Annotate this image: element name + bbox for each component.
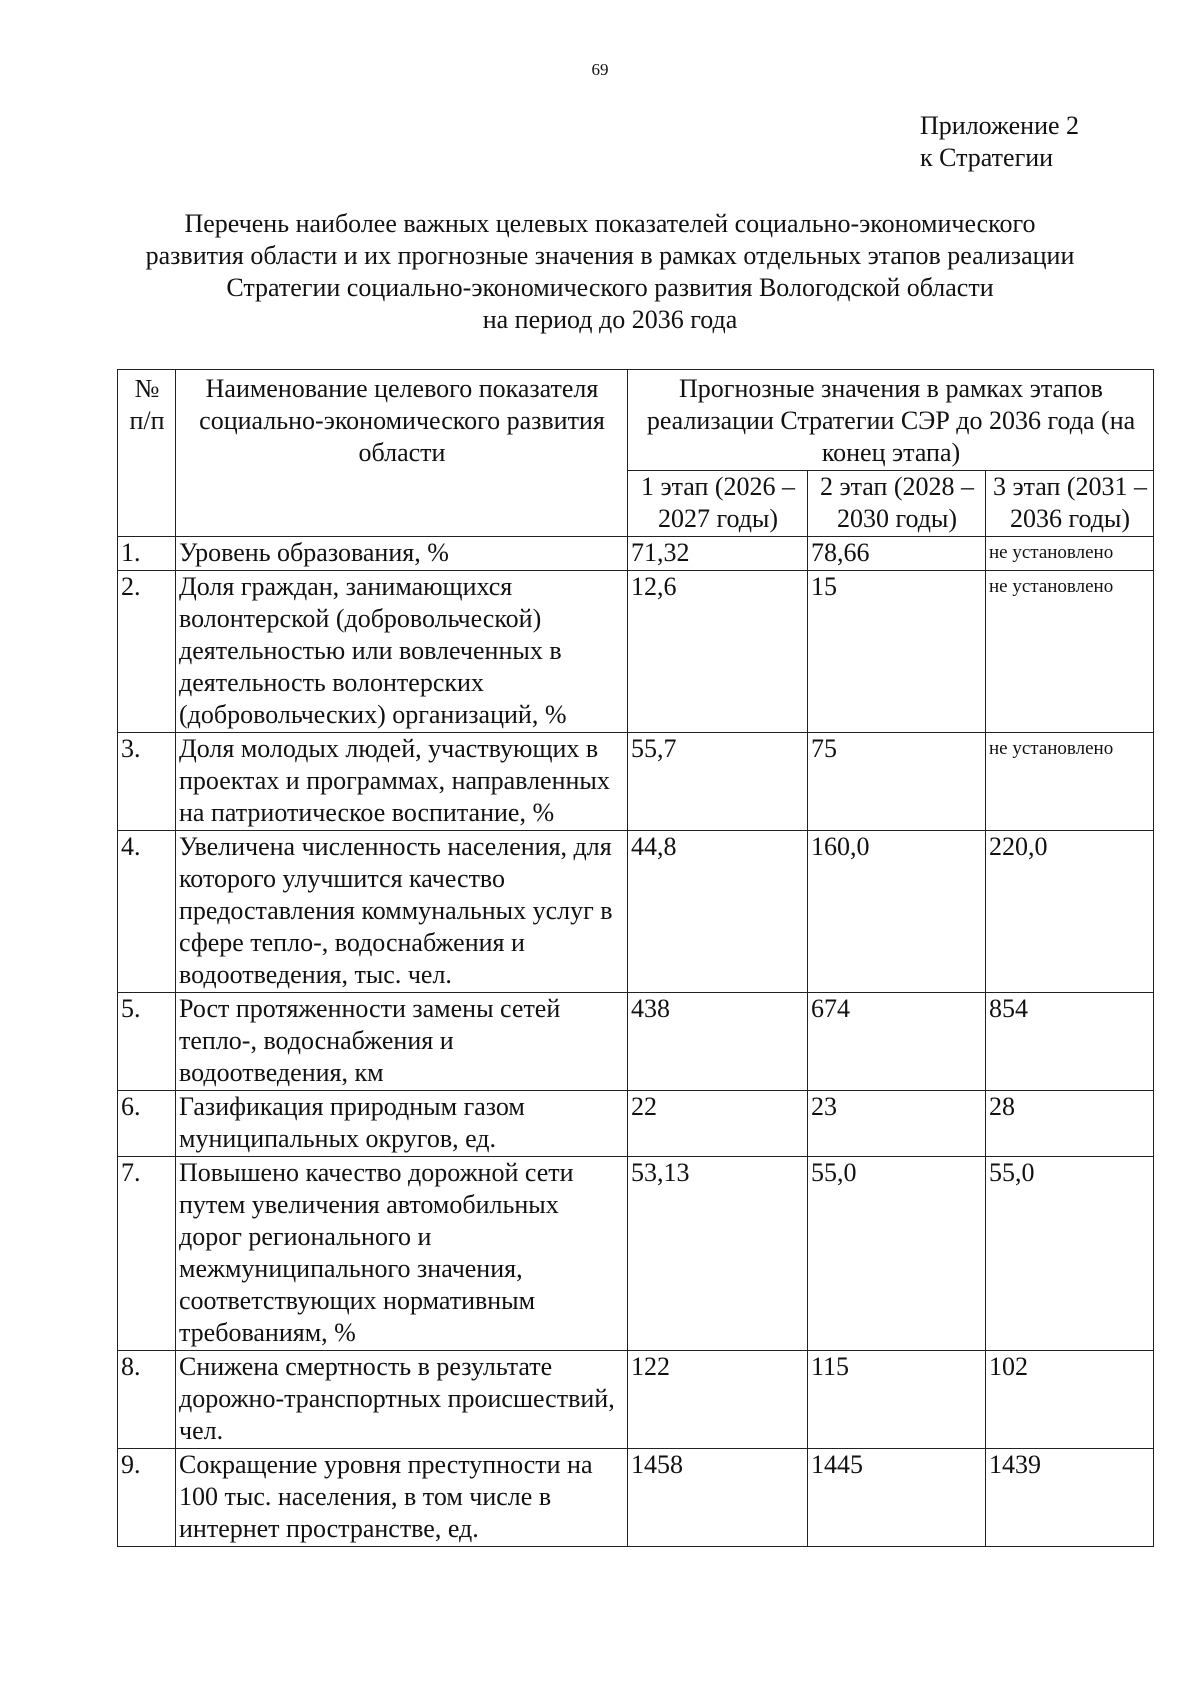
row-name: Доля молодых людей, участвующих в проектах и программах, направленных на патриотическое воспитание, %: [176, 733, 628, 831]
row-num: 7.: [118, 1157, 176, 1351]
appendix-line-2: к Стратегии: [920, 143, 1054, 172]
row-num: 3.: [118, 733, 176, 831]
row-stage-3-value: 28: [986, 1091, 1154, 1157]
row-name: Уровень образования, %: [176, 537, 628, 571]
header-num: № п/п: [118, 370, 176, 537]
appendix-label: [920, 110, 1079, 174]
row-stage-1-value: 122: [628, 1351, 808, 1449]
row-stage-2-value: 115: [808, 1351, 986, 1449]
row-num: 8.: [118, 1351, 176, 1449]
indicators-table: [117, 369, 1154, 1547]
table-row: [118, 1351, 1154, 1449]
row-stage-3-value: 854: [986, 993, 1154, 1091]
row-stage-2-value: 1445: [808, 1449, 986, 1547]
header-name: Наименование целевого показателя социально-экономического развития области: [176, 370, 628, 537]
table-row: [118, 571, 1154, 733]
table-row: [118, 1157, 1154, 1351]
row-stage-3-value: 220,0: [986, 831, 1154, 993]
row-stage-2-value: 75: [808, 733, 986, 831]
row-stage-1-value: 22: [628, 1091, 808, 1157]
row-stage-2-value: 23: [808, 1091, 986, 1157]
table-row: [118, 993, 1154, 1091]
table-row: [118, 1091, 1154, 1157]
row-num: 9.: [118, 1449, 176, 1547]
row-name: Рост протяженности замены сетей тепло-, водоснабжения и водоотведения, км: [176, 993, 628, 1091]
title-line-3: Стратегии социально-экономического развития Вологодской области: [226, 273, 994, 302]
row-stage-3-value: не установлено: [986, 537, 1154, 571]
table-row: [118, 537, 1154, 571]
row-stage-2-value: 15: [808, 571, 986, 733]
row-stage-2-value: 160,0: [808, 831, 986, 993]
row-name: Повышено качество дорожной сети путем увеличения автомобильных дорог регионального и межмуниципального значения, соответствующих нормативным требованиям, %: [176, 1157, 628, 1351]
row-stage-1-value: 438: [628, 993, 808, 1091]
row-name: Газификация природным газом муниципальных округов, ед.: [176, 1091, 628, 1157]
row-name: Сокращение уровня преступности на 100 тыс. населения, в том числе в интернет пространстве, ед.: [176, 1449, 628, 1547]
row-num: 5.: [118, 993, 176, 1091]
row-stage-1-value: 1458: [628, 1449, 808, 1547]
table-row: [118, 831, 1154, 993]
table-row: [118, 733, 1154, 831]
table-row: [118, 1449, 1154, 1547]
row-stage-2-value: 674: [808, 993, 986, 1091]
row-stage-3-value: 1439: [986, 1449, 1154, 1547]
row-stage-1-value: 12,6: [628, 571, 808, 733]
header-forecast: Прогнозные значения в рамках этапов реализации Стратегии СЭР до 2036 года (на конец этапа): [628, 370, 1154, 471]
title-line-2: развития области и их прогнозные значения в рамках отдельных этапов реализации: [145, 241, 1075, 270]
row-num: 1.: [118, 537, 176, 571]
row-stage-2-value: 78,66: [808, 537, 986, 571]
appendix-line-1: Приложение 2: [920, 111, 1080, 140]
row-stage-1-value: 53,13: [628, 1157, 808, 1351]
row-stage-3-value: 55,0: [986, 1157, 1154, 1351]
row-name: Снижена смертность в результате дорожно-транспортных происшествий, чел.: [176, 1351, 628, 1449]
row-stage-2-value: 55,0: [808, 1157, 986, 1351]
row-num: 6.: [118, 1091, 176, 1157]
header-stage-3: 3 этап (2031 – 2036 годы): [986, 471, 1154, 537]
header-stage-1: 1 этап (2026 – 2027 годы): [628, 471, 808, 537]
row-stage-3-value: не установлено: [986, 733, 1154, 831]
page-number: 69: [591, 60, 609, 79]
row-name: Доля граждан, занимающихся волонтерской (добровольческой) деятельностью или вовлеченных в деятельность волонтерских (добровольческих) организаций, %: [176, 571, 628, 733]
title-line-4: на период до 2036 года: [482, 305, 738, 334]
title-line-1: Перечень наиболее важных целевых показателей социально-экономического: [184, 209, 1036, 238]
row-name: Увеличена численность населения, для которого улучшится качество предоставления коммунальных услуг в сфере тепло-, водоснабжения и водоотведения, тыс. чел.: [176, 831, 628, 993]
header-stage-2: 2 этап (2028 – 2030 годы): [808, 471, 986, 537]
row-stage-1-value: 44,8: [628, 831, 808, 993]
row-stage-3-value: 102: [986, 1351, 1154, 1449]
document-title: [110, 208, 1110, 336]
row-stage-3-value: не установлено: [986, 571, 1154, 733]
row-stage-1-value: 71,32: [628, 537, 808, 571]
table-header-row: [118, 370, 1154, 471]
row-num: 2.: [118, 571, 176, 733]
row-num: 4.: [118, 831, 176, 993]
row-stage-1-value: 55,7: [628, 733, 808, 831]
